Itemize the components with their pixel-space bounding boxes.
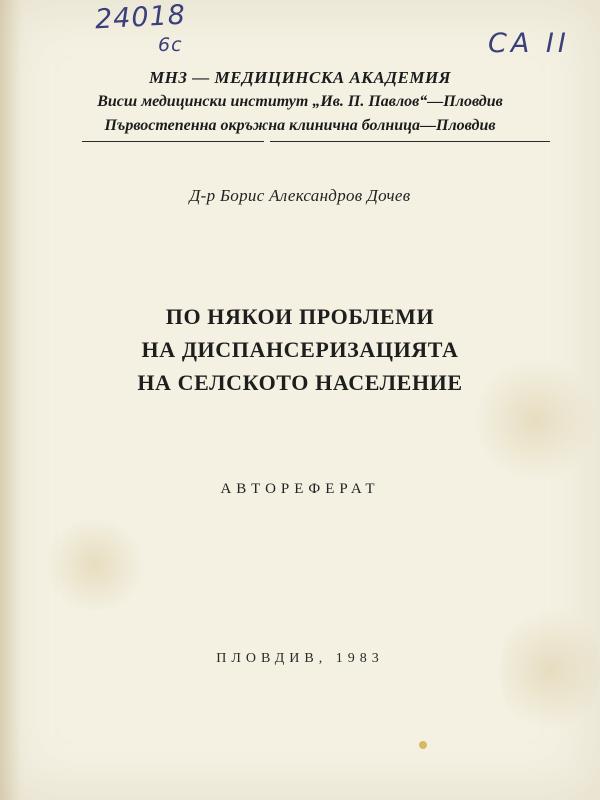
- handwritten-accession-number: 24018: [94, 0, 187, 36]
- handwritten-mark: 6c: [158, 34, 183, 56]
- paper-stain: [40, 520, 150, 610]
- title-line-1: ПО НЯКОИ ПРОБЛЕМИ: [165, 304, 435, 329]
- header-rule-right: [270, 141, 550, 142]
- header-rule-left: [82, 141, 264, 142]
- place-and-year: ПЛОВДИВ, 1983: [216, 651, 384, 666]
- title-line-2: НА ДИСПАНСЕРИЗАЦИЯТА: [141, 337, 459, 362]
- document-title: [0, 300, 600, 399]
- institution-line-institute: Висш медицински институт „Ив. П. Павлов“—Пловдив: [97, 93, 503, 110]
- institution-line-academy: МНЗ — МЕДИЦИНСКА АКАДЕМИЯ: [149, 68, 451, 87]
- paper-spot: [419, 741, 427, 749]
- author-name: Д-р Борис Александров Дочев: [189, 186, 411, 205]
- paper-stain: [500, 600, 600, 740]
- document-type: АВТОРЕФЕРАТ: [220, 481, 380, 497]
- handwritten-catalog-mark: CA II: [488, 28, 570, 59]
- title-line-3: НА СЕЛСКОТО НАСЕЛЕНИЕ: [137, 370, 463, 395]
- institution-line-hospital: Първостепенна окръжна клинична болница—Пловдив: [104, 117, 496, 134]
- institution-header: [0, 66, 600, 138]
